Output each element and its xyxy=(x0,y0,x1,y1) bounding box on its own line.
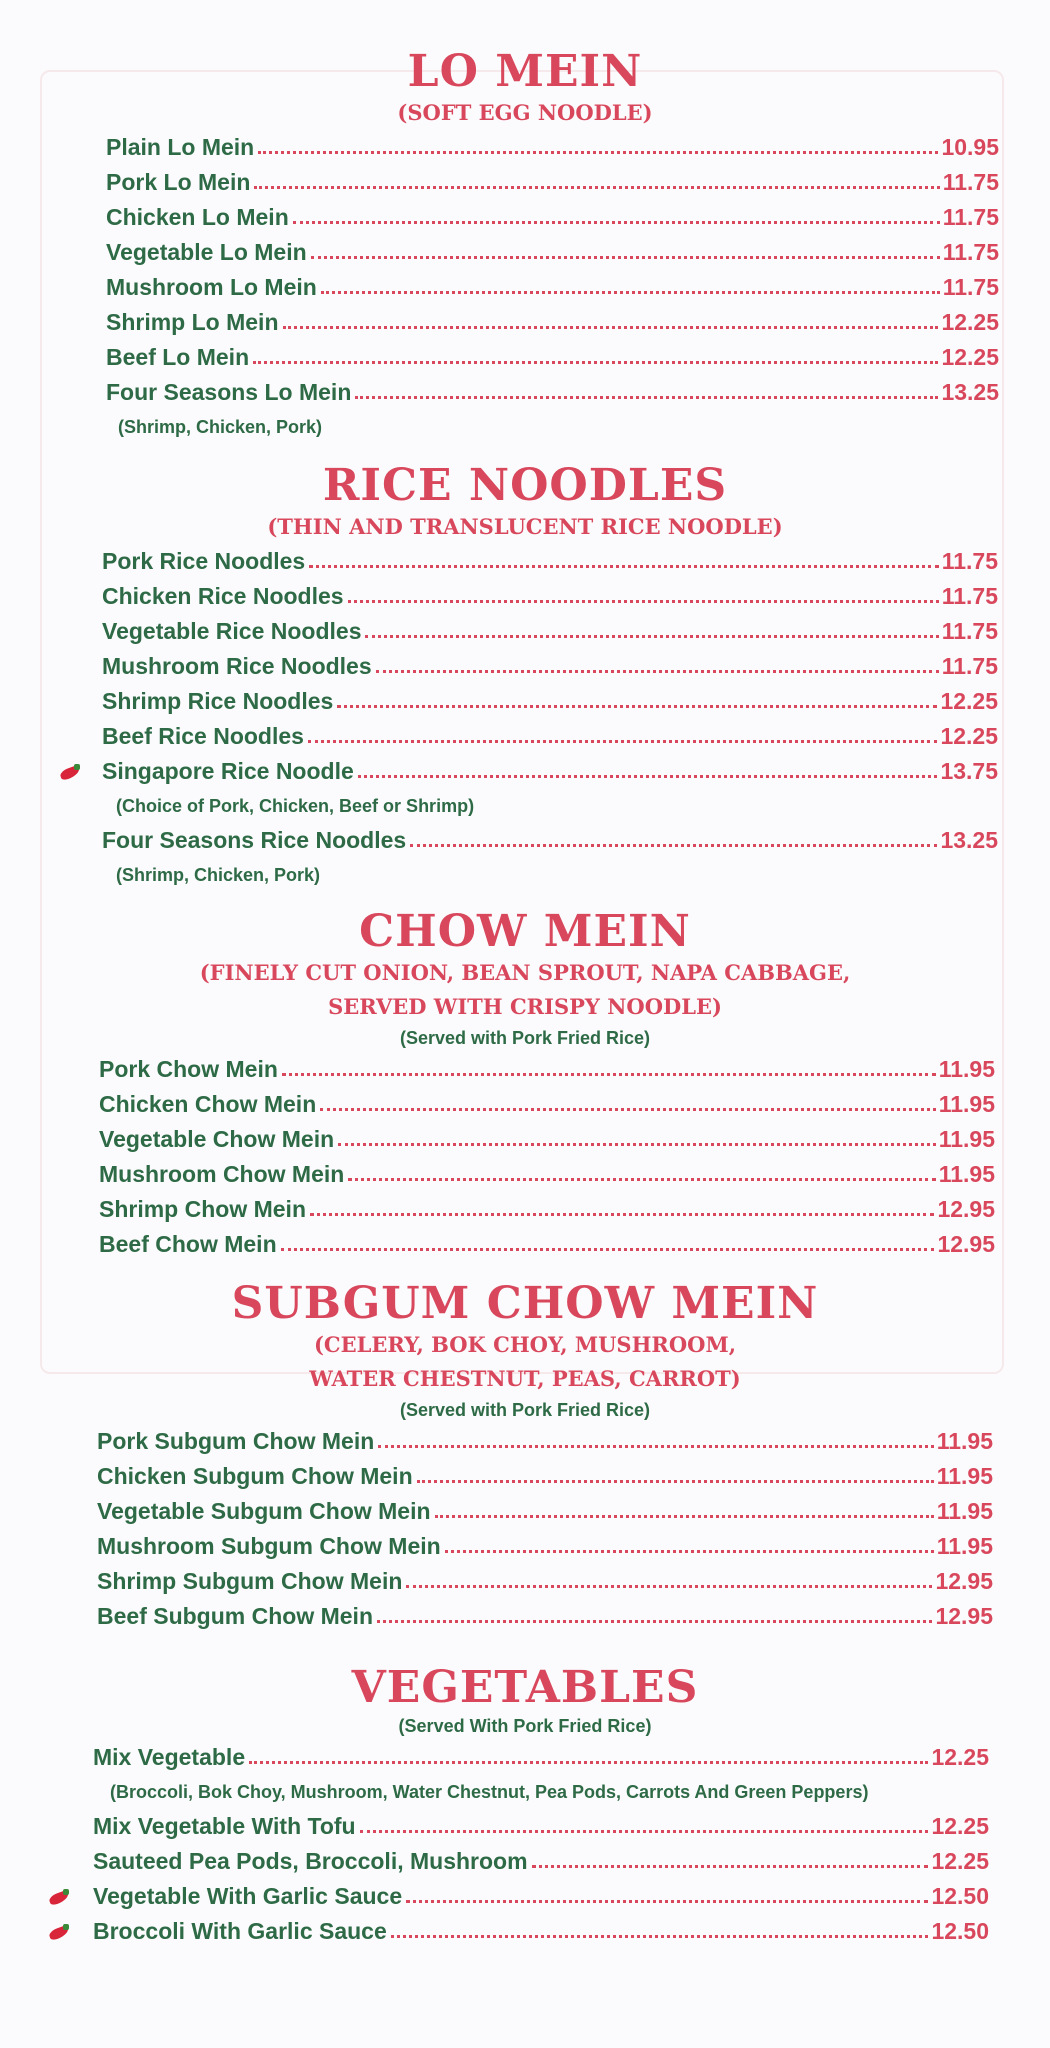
menu-item xyxy=(99,1227,995,1262)
item-price: 11.95 xyxy=(938,1161,995,1188)
item-name: Shrimp Lo Mein xyxy=(106,309,279,336)
dot-leader xyxy=(391,1933,929,1938)
menu-item xyxy=(106,200,999,235)
item-price: 11.75 xyxy=(942,204,999,231)
dot-leader xyxy=(308,738,937,743)
dot-leader xyxy=(310,1211,934,1216)
item-price: 10.95 xyxy=(941,134,999,161)
menu-item xyxy=(99,1087,995,1122)
item-name: Vegetable Subgum Chow Mein xyxy=(97,1498,431,1525)
menu-item xyxy=(102,684,998,719)
item-price: 11.95 xyxy=(938,1056,995,1083)
dot-leader xyxy=(293,219,940,224)
dot-leader xyxy=(532,1863,929,1868)
menu-item xyxy=(93,1844,989,1879)
menu-item xyxy=(106,270,999,305)
item-name: Beef Rice Noodles xyxy=(102,723,304,750)
item-name: Sauteed Pea Pods, Broccoli, Mushroom xyxy=(93,1848,528,1875)
menu-item xyxy=(102,579,998,614)
item-price: 11.75 xyxy=(942,169,999,196)
served-with-note: (Served with Pork Fried Rice) xyxy=(399,1400,651,1421)
dot-leader xyxy=(320,1106,935,1111)
dot-leader xyxy=(338,1141,936,1146)
section-lo-mein xyxy=(0,48,1050,444)
section-title: LO MEIN xyxy=(407,46,643,97)
menu-item xyxy=(99,1122,995,1157)
section-subgum-chow-mein xyxy=(0,1280,1050,1634)
chili-pepper-icon xyxy=(58,764,82,780)
item-price: 12.25 xyxy=(940,688,998,715)
menu-item xyxy=(97,1564,993,1599)
dot-leader xyxy=(377,1618,932,1623)
served-with-note: (Served With Pork Fried Rice) xyxy=(398,1716,652,1737)
item-name: Beef Subgum Chow Mein xyxy=(97,1603,373,1630)
section-title: CHOW MEIN xyxy=(359,906,691,957)
dot-leader xyxy=(311,254,940,259)
item-price: 12.25 xyxy=(931,1848,989,1875)
item-name: Pork Chow Mein xyxy=(99,1056,278,1083)
chili-pepper-icon xyxy=(47,1889,71,1905)
item-price: 12.50 xyxy=(931,1918,989,1945)
item-name: Vegetable Lo Mein xyxy=(106,239,307,266)
menu-item xyxy=(106,305,999,340)
dot-leader xyxy=(348,1176,935,1181)
item-price: 12.95 xyxy=(937,1196,995,1223)
menu-item xyxy=(106,235,999,270)
item-name: Shrimp Subgum Chow Mein xyxy=(97,1568,403,1595)
dot-leader xyxy=(348,598,939,603)
item-name: Broccoli With Garlic Sauce xyxy=(93,1918,387,1945)
item-name: Mix Vegetable With Tofu xyxy=(93,1813,356,1840)
item-price: 12.95 xyxy=(935,1603,993,1630)
item-price: 12.25 xyxy=(940,723,998,750)
item-price: 11.95 xyxy=(936,1463,993,1490)
item-price: 11.95 xyxy=(936,1498,993,1525)
item-price: 13.25 xyxy=(941,379,999,406)
item-price: 12.25 xyxy=(931,1813,989,1840)
section-title: VEGETABLES xyxy=(351,1662,699,1713)
item-price: 12.95 xyxy=(937,1231,995,1258)
menu-item xyxy=(97,1459,993,1494)
item-price: 12.25 xyxy=(931,1744,989,1771)
item-price: 13.75 xyxy=(940,758,998,785)
menu-item-spicy xyxy=(102,754,998,789)
section-subtitle: (FINELY CUT ONION, BEAN SPROUT, NAPA CABBAGE, xyxy=(199,960,851,986)
menu-item xyxy=(102,649,998,684)
item-price: 11.75 xyxy=(941,618,998,645)
item-name: Beef Chow Mein xyxy=(99,1231,277,1258)
item-price: 12.25 xyxy=(941,309,999,336)
item-description: (Shrimp, Chicken, Pork) xyxy=(116,865,321,886)
item-price: 11.75 xyxy=(941,583,998,610)
section-chow-mein xyxy=(0,908,1050,1262)
menu-item xyxy=(106,340,999,375)
dot-leader xyxy=(253,359,938,364)
item-name: Mushroom Subgum Chow Mein xyxy=(97,1533,441,1560)
menu-item xyxy=(99,1052,995,1087)
dot-leader xyxy=(258,149,938,154)
item-price: 11.95 xyxy=(936,1533,993,1560)
dot-leader xyxy=(282,1071,936,1076)
served-with-note: (Served with Pork Fried Rice) xyxy=(399,1028,651,1049)
item-name: Mushroom Lo Mein xyxy=(106,274,317,301)
item-price: 11.95 xyxy=(938,1126,995,1153)
dot-leader xyxy=(365,633,938,638)
item-price: 12.25 xyxy=(941,344,999,371)
dot-leader xyxy=(406,1583,932,1588)
menu-item xyxy=(99,1157,995,1192)
dot-leader xyxy=(249,1759,928,1764)
item-name: Mushroom Chow Mein xyxy=(99,1161,345,1188)
item-description: (Broccoli, Bok Choy, Mushroom, Water Chestnut, Pea Pods, Carrots And Green Peppers) xyxy=(110,1782,869,1803)
menu-item xyxy=(106,130,999,165)
section-subtitle: WATER CHESTNUT, PEAS, CARROT) xyxy=(309,1366,741,1392)
item-price: 11.75 xyxy=(941,653,998,680)
item-price: 11.95 xyxy=(938,1091,995,1118)
item-name: Chicken Rice Noodles xyxy=(102,583,344,610)
dot-leader xyxy=(355,394,938,399)
chili-pepper-icon xyxy=(47,1924,71,1940)
dot-leader xyxy=(435,1513,934,1518)
dot-leader xyxy=(281,1246,935,1251)
item-name: Pork Rice Noodles xyxy=(102,548,306,575)
section-title: RICE NOODLES xyxy=(322,460,728,511)
item-description: (Choice of Pork, Chicken, Beef or Shrimp) xyxy=(116,796,475,817)
menu-item xyxy=(106,375,999,410)
item-name: Chicken Subgum Chow Mein xyxy=(97,1463,413,1490)
item-name: Chicken Lo Mein xyxy=(106,204,289,231)
item-name: Shrimp Chow Mein xyxy=(99,1196,306,1223)
item-name: Chicken Chow Mein xyxy=(99,1091,317,1118)
dot-leader xyxy=(360,1828,929,1833)
item-name: Vegetable With Garlic Sauce xyxy=(93,1883,403,1910)
menu-item xyxy=(93,1740,989,1775)
dot-leader xyxy=(321,289,940,294)
item-price: 12.50 xyxy=(931,1883,989,1910)
item-description: (Shrimp, Chicken, Pork) xyxy=(118,417,323,438)
section-subtitle: SERVED WITH CRISPY NOODLE) xyxy=(328,994,722,1020)
menu-item xyxy=(97,1599,993,1634)
menu-item xyxy=(99,1192,995,1227)
item-name: Shrimp Rice Noodles xyxy=(102,688,334,715)
item-price: 11.75 xyxy=(941,548,998,575)
dot-leader xyxy=(376,668,939,673)
dot-leader xyxy=(283,324,939,329)
dot-leader xyxy=(378,1443,933,1448)
menu-item xyxy=(102,544,998,579)
item-name: Four Seasons Rice Noodles xyxy=(102,827,407,854)
menu-item xyxy=(97,1424,993,1459)
item-name: Singapore Rice Noodle xyxy=(102,758,354,785)
item-name: Plain Lo Mein xyxy=(106,134,255,161)
section-subtitle: (CELERY, BOK CHOY, MUSHROOM, xyxy=(313,1332,737,1358)
section-subtitle: (SOFT EGG NOODLE) xyxy=(397,100,653,126)
menu-item xyxy=(102,719,998,754)
item-name: Pork Subgum Chow Mein xyxy=(97,1428,375,1455)
menu-item-spicy xyxy=(93,1879,989,1914)
dot-leader xyxy=(406,1898,928,1903)
item-price: 11.95 xyxy=(936,1428,993,1455)
item-price: 13.25 xyxy=(940,827,998,854)
dot-leader xyxy=(309,563,938,568)
item-name: Vegetable Chow Mein xyxy=(99,1126,335,1153)
item-name: Four Seasons Lo Mein xyxy=(106,379,352,406)
menu-item xyxy=(106,165,999,200)
dot-leader xyxy=(254,184,939,189)
menu-item xyxy=(93,1809,989,1844)
menu-item xyxy=(97,1529,993,1564)
dot-leader xyxy=(337,703,937,708)
menu-item-spicy xyxy=(93,1914,989,1949)
item-name: Mix Vegetable xyxy=(93,1744,246,1771)
item-price: 11.75 xyxy=(942,239,999,266)
dot-leader xyxy=(358,773,938,778)
menu-item xyxy=(102,823,998,858)
item-price: 11.75 xyxy=(942,274,999,301)
menu-item xyxy=(97,1494,993,1529)
section-title: SUBGUM CHOW MEIN xyxy=(231,1278,819,1329)
dot-leader xyxy=(410,842,937,847)
item-price: 12.95 xyxy=(935,1568,993,1595)
section-rice-noodles xyxy=(0,462,1050,892)
section-subtitle: (THIN AND TRANSLUCENT RICE NOODLE) xyxy=(267,514,783,540)
section-vegetables xyxy=(0,1664,1050,1949)
item-name: Pork Lo Mein xyxy=(106,169,251,196)
item-name: Beef Lo Mein xyxy=(106,344,250,371)
dot-leader xyxy=(445,1548,934,1553)
item-name: Mushroom Rice Noodles xyxy=(102,653,372,680)
dot-leader xyxy=(417,1478,934,1483)
menu-item xyxy=(102,614,998,649)
item-name: Vegetable Rice Noodles xyxy=(102,618,362,645)
